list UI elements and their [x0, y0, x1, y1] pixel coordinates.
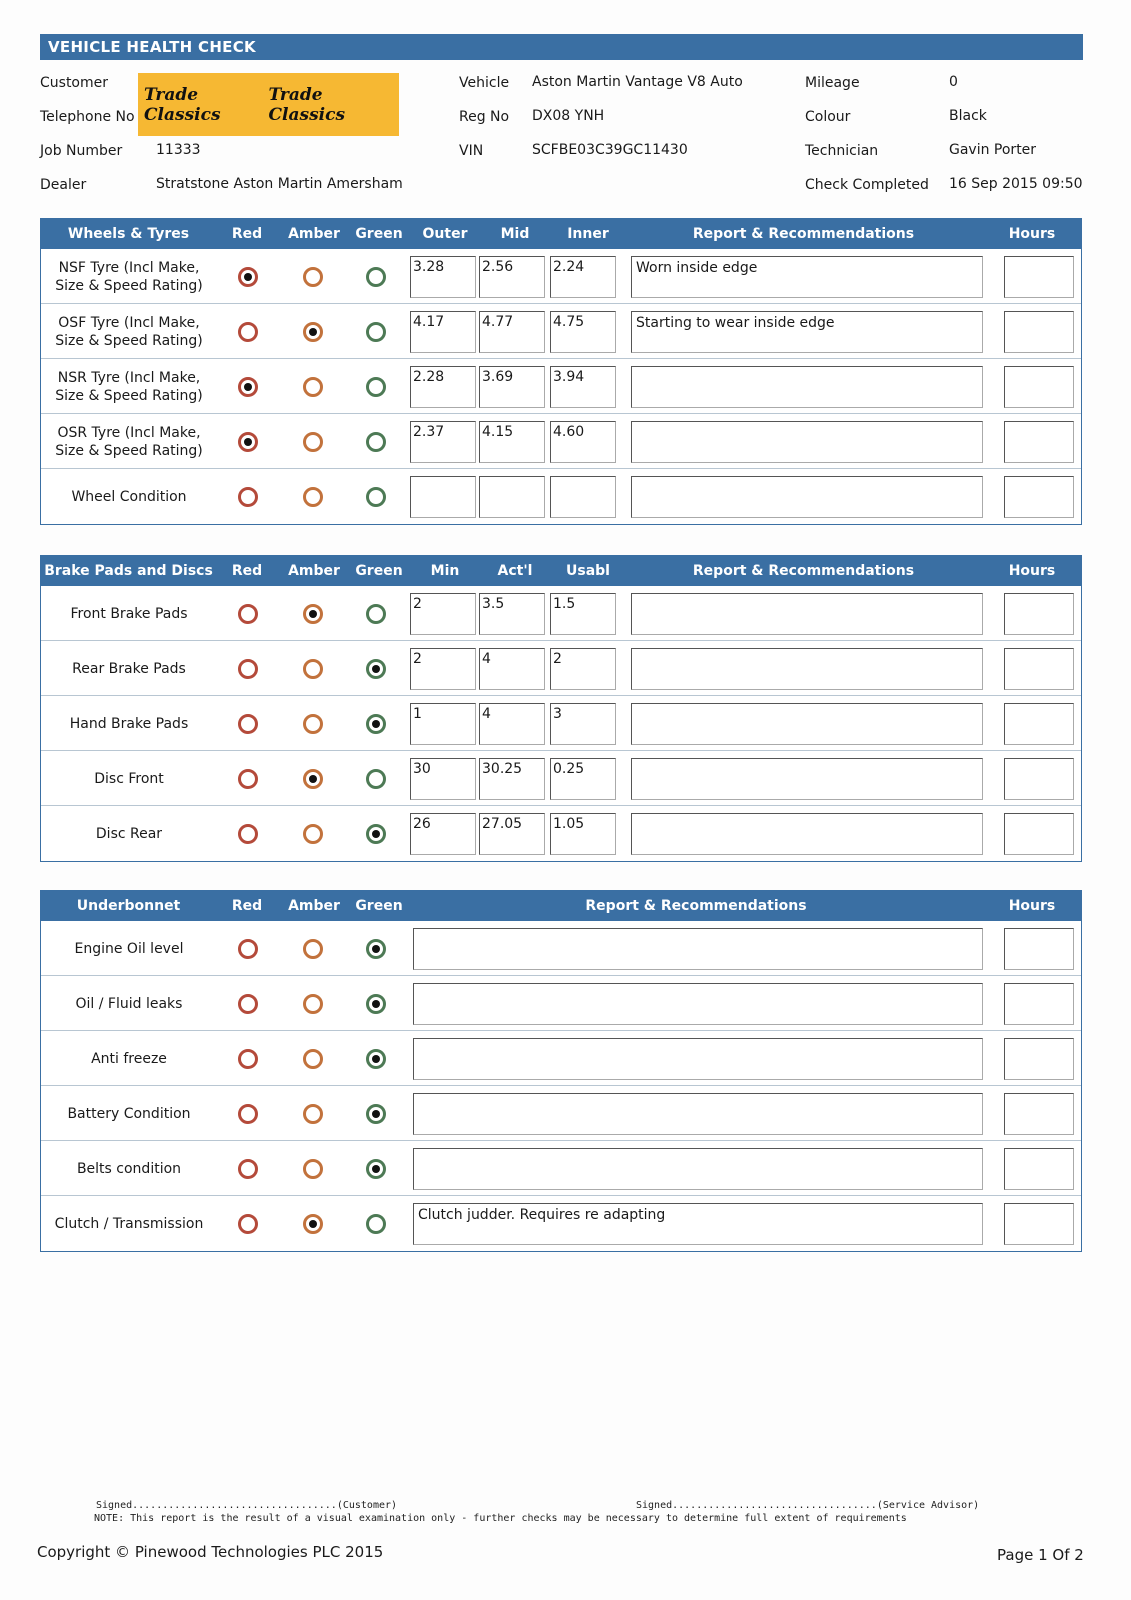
- brakes-row: [41, 586, 1081, 641]
- underbonnet-row-label: Engine Oil level: [74, 940, 184, 957]
- hours-field[interactable]: [1004, 256, 1074, 298]
- brakes-header-8: Hours: [1008, 563, 1056, 579]
- brakes-row-label: Hand Brake Pads: [69, 715, 189, 732]
- green-radio[interactable]: [366, 769, 386, 789]
- report-field[interactable]: [631, 421, 983, 463]
- amber-radio[interactable]: [303, 377, 323, 397]
- brakes-v1-field[interactable]: 2: [410, 648, 476, 690]
- red-radio[interactable]: [238, 939, 258, 959]
- hours-field[interactable]: [1004, 593, 1074, 635]
- wheels-header-1: Red: [231, 226, 263, 242]
- wheels-row: [41, 414, 1081, 469]
- red-radio[interactable]: [238, 1104, 258, 1124]
- brakes-v1-field[interactable]: 26: [410, 813, 476, 855]
- check-completed-label: Check Completed: [805, 177, 929, 193]
- green-radio[interactable]: [366, 487, 386, 507]
- brakes-row: [41, 696, 1081, 751]
- report-field[interactable]: [413, 1148, 983, 1190]
- wheels-v2-field[interactable]: 2.56: [479, 256, 545, 298]
- copyright: Copyright © Pinewood Technologies PLC 2015: [37, 1543, 384, 1561]
- vehicle-value: Aston Martin Vantage V8 Auto: [532, 74, 743, 90]
- amber-radio[interactable]: [303, 267, 323, 287]
- wheels-v2-field[interactable]: [479, 476, 545, 518]
- brakes-header-2: Amber: [288, 563, 340, 579]
- technician-label: Technician: [805, 143, 879, 159]
- wheels-header-6: Inner: [567, 226, 609, 242]
- wheels-row-label: OSR Tyre (Incl Make, Size & Speed Rating): [55, 424, 203, 459]
- customer-label: Customer: [40, 75, 109, 91]
- wheels-v1-field[interactable]: 3.28: [410, 256, 476, 298]
- brakes-header-7: Report & Recommendations: [692, 563, 915, 579]
- job-number-value: 11333: [156, 142, 201, 158]
- report-field[interactable]: [413, 983, 983, 1025]
- hours-field[interactable]: [1004, 813, 1074, 855]
- wheels-header-5: Mid: [500, 226, 530, 242]
- trade-classics-logo: [138, 73, 399, 136]
- report-field[interactable]: [413, 928, 983, 970]
- underbonnet-row: [41, 921, 1081, 976]
- underbonnet-header-5: Hours: [1008, 898, 1056, 914]
- brakes-v3-field[interactable]: 1.5: [550, 593, 616, 635]
- report-field[interactable]: [631, 648, 983, 690]
- wheels-header-3: Green: [355, 226, 403, 242]
- red-radio[interactable]: [238, 377, 258, 397]
- green-radio[interactable]: [366, 432, 386, 452]
- amber-radio[interactable]: [303, 432, 323, 452]
- hours-field[interactable]: [1004, 476, 1074, 518]
- wheels-v1-field[interactable]: 2.28: [410, 366, 476, 408]
- wheels-row: [41, 469, 1081, 524]
- wheels-row: [41, 359, 1081, 414]
- telephone-label: Telephone No: [40, 109, 135, 125]
- green-radio[interactable]: [366, 939, 386, 959]
- red-radio[interactable]: [238, 322, 258, 342]
- hours-field[interactable]: [1004, 928, 1074, 970]
- wheels-row: [41, 249, 1081, 304]
- amber-radio[interactable]: [303, 322, 323, 342]
- wheels-v1-field[interactable]: [410, 476, 476, 518]
- underbonnet-row: [41, 1141, 1081, 1196]
- hours-field[interactable]: [1004, 311, 1074, 353]
- amber-radio[interactable]: [303, 487, 323, 507]
- amber-radio[interactable]: [303, 939, 323, 959]
- amber-radio[interactable]: [303, 1159, 323, 1179]
- wheels-v1-field[interactable]: 2.37: [410, 421, 476, 463]
- red-radio[interactable]: [238, 432, 258, 452]
- amber-radio[interactable]: [303, 1104, 323, 1124]
- green-radio[interactable]: [366, 1214, 386, 1234]
- amber-radio[interactable]: [303, 714, 323, 734]
- report-field[interactable]: [631, 813, 983, 855]
- wheels-row-label: Wheel Condition: [71, 488, 187, 505]
- wheels-header-7: Report & Recommendations: [692, 226, 915, 242]
- page-number: Page 1 Of 2: [997, 1546, 1084, 1564]
- advisor-signature-line: Signed..................................(Service Advisor): [636, 1500, 980, 1511]
- red-radio[interactable]: [238, 267, 258, 287]
- underbonnet-row-label: Anti freeze: [91, 1050, 167, 1067]
- colour-label: Colour: [805, 109, 851, 125]
- brakes-row: [41, 641, 1081, 696]
- hours-field[interactable]: [1004, 1148, 1074, 1190]
- wheels-v3-field[interactable]: 2.24: [550, 256, 616, 298]
- report-field[interactable]: Starting to wear inside edge: [631, 311, 983, 353]
- page-title: VEHICLE HEALTH CHECK: [40, 34, 1083, 60]
- brakes-row-label: Front Brake Pads: [70, 605, 188, 622]
- red-radio[interactable]: [238, 1049, 258, 1069]
- red-radio[interactable]: [238, 714, 258, 734]
- reg-value: DX08 YNH: [532, 108, 605, 124]
- brakes-v1-field[interactable]: 1: [410, 703, 476, 745]
- green-radio[interactable]: [366, 1104, 386, 1124]
- brake-pads-discs-section: [40, 555, 1082, 862]
- wheels-v3-field[interactable]: 3.94: [550, 366, 616, 408]
- brakes-v2-field[interactable]: 4: [479, 703, 545, 745]
- report-field[interactable]: [413, 1038, 983, 1080]
- red-radio[interactable]: [238, 1214, 258, 1234]
- wheels-v2-field[interactable]: 4.77: [479, 311, 545, 353]
- green-radio[interactable]: [366, 994, 386, 1014]
- hours-field[interactable]: [1004, 648, 1074, 690]
- underbonnet-row: [41, 1031, 1081, 1086]
- colour-value: Black: [949, 108, 987, 124]
- footer-note: NOTE: This report is the result of a visual examination only - further checks may be necessary to determine full extent of requirements: [94, 1513, 907, 1524]
- report-field[interactable]: [631, 476, 983, 518]
- green-radio[interactable]: [366, 659, 386, 679]
- report-field[interactable]: [413, 1093, 983, 1135]
- green-radio[interactable]: [366, 1159, 386, 1179]
- underbonnet-header-0: Underbonnet: [76, 898, 181, 914]
- reg-label: Reg No: [459, 109, 510, 125]
- vin-value: SCFBE03C39GC11430: [532, 142, 688, 158]
- amber-radio[interactable]: [303, 1214, 323, 1234]
- green-radio[interactable]: [366, 377, 386, 397]
- amber-radio[interactable]: [303, 824, 323, 844]
- vin-label: VIN: [459, 143, 484, 159]
- wheels-row-label: OSF Tyre (Incl Make, Size & Speed Rating): [55, 314, 203, 349]
- technician-value: Gavin Porter: [949, 142, 1037, 158]
- underbonnet-header-3: Green: [355, 898, 403, 914]
- wheels-header-4: Outer: [422, 226, 468, 242]
- underbonnet-row: [41, 976, 1081, 1031]
- brakes-v2-field[interactable]: 3.5: [479, 593, 545, 635]
- brakes-row-label: Rear Brake Pads: [72, 660, 186, 677]
- underbonnet-header-2: Amber: [288, 898, 340, 914]
- hours-field[interactable]: [1004, 1038, 1074, 1080]
- check-completed-value: 16 Sep 2015 09:50: [949, 176, 1083, 192]
- customer-signature-line: Signed..................................(Customer): [96, 1500, 398, 1511]
- brakes-header-6: Usabl: [566, 563, 610, 579]
- wheels-v3-field[interactable]: 4.60: [550, 421, 616, 463]
- dealer-value: Stratstone Aston Martin Amersham: [156, 176, 403, 192]
- underbonnet-section: [40, 890, 1082, 1252]
- underbonnet-row-label: Belts condition: [76, 1160, 182, 1177]
- brakes-v3-field[interactable]: 2: [550, 648, 616, 690]
- green-radio[interactable]: [366, 824, 386, 844]
- brakes-row-label: Disc Rear: [95, 825, 163, 842]
- red-radio[interactable]: [238, 1159, 258, 1179]
- report-field[interactable]: [631, 703, 983, 745]
- wheels-row: [41, 304, 1081, 359]
- hours-field[interactable]: [1004, 758, 1074, 800]
- hours-field[interactable]: [1004, 1093, 1074, 1135]
- green-radio[interactable]: [366, 1049, 386, 1069]
- amber-radio[interactable]: [303, 994, 323, 1014]
- brakes-v2-field[interactable]: 30.25: [479, 758, 545, 800]
- hours-field[interactable]: [1004, 703, 1074, 745]
- report-field[interactable]: [631, 758, 983, 800]
- underbonnet-row-label: Oil / Fluid leaks: [75, 995, 183, 1012]
- brakes-v1-field[interactable]: 30: [410, 758, 476, 800]
- report-field[interactable]: [631, 366, 983, 408]
- underbonnet-row-label: Clutch / Transmission: [54, 1215, 204, 1232]
- wheels-header-8: Hours: [1008, 226, 1056, 242]
- hours-field[interactable]: [1004, 983, 1074, 1025]
- underbonnet-row-label: Battery Condition: [67, 1105, 191, 1122]
- brakes-row: [41, 806, 1081, 861]
- green-radio[interactable]: [366, 322, 386, 342]
- wheels-tyres-section: [40, 218, 1082, 525]
- amber-radio[interactable]: [303, 769, 323, 789]
- logo-text-1: Trade Classics: [144, 84, 221, 125]
- wheels-v1-field[interactable]: 4.17: [410, 311, 476, 353]
- brakes-v3-field[interactable]: 1.05: [550, 813, 616, 855]
- mileage-value: 0: [949, 74, 958, 90]
- amber-radio[interactable]: [303, 1049, 323, 1069]
- wheels-row-label: NSR Tyre (Incl Make, Size & Speed Rating): [55, 369, 203, 404]
- report-field[interactable]: [631, 593, 983, 635]
- job-number-label: Job Number: [40, 143, 123, 159]
- red-radio[interactable]: [238, 659, 258, 679]
- brakes-row-label: Disc Front: [94, 770, 164, 787]
- red-radio[interactable]: [238, 604, 258, 624]
- brakes-header-4: Min: [430, 563, 460, 579]
- brakes-v3-field[interactable]: 0.25: [550, 758, 616, 800]
- vehicle-label: Vehicle: [459, 75, 510, 91]
- underbonnet-header: [41, 891, 1081, 921]
- underbonnet-row: [41, 1196, 1081, 1251]
- wheels-header: [41, 219, 1081, 249]
- red-radio[interactable]: [238, 994, 258, 1014]
- brakes-row: [41, 751, 1081, 806]
- mileage-label: Mileage: [805, 75, 860, 91]
- amber-radio[interactable]: [303, 604, 323, 624]
- hours-field[interactable]: [1004, 421, 1074, 463]
- hours-field[interactable]: [1004, 1203, 1074, 1245]
- wheels-v2-field[interactable]: 4.15: [479, 421, 545, 463]
- red-radio[interactable]: [238, 487, 258, 507]
- red-radio[interactable]: [238, 824, 258, 844]
- brakes-header-5: Act'l: [497, 563, 533, 579]
- red-radio[interactable]: [238, 769, 258, 789]
- underbonnet-header-4: Report & Recommendations: [585, 898, 807, 914]
- dealer-label: Dealer: [40, 177, 87, 193]
- amber-radio[interactable]: [303, 659, 323, 679]
- brakes-v2-field[interactable]: 27.05: [479, 813, 545, 855]
- brakes-header: [41, 556, 1081, 586]
- hours-field[interactable]: [1004, 366, 1074, 408]
- wheels-v3-field[interactable]: [550, 476, 616, 518]
- report-field[interactable]: Clutch judder. Requires re adapting: [413, 1203, 983, 1245]
- logo-text-2: Trade Classics: [268, 84, 346, 125]
- green-radio[interactable]: [366, 267, 386, 287]
- underbonnet-row: [41, 1086, 1081, 1141]
- wheels-header-0: Wheels & Tyres: [67, 226, 190, 242]
- wheels-v3-field[interactable]: 4.75: [550, 311, 616, 353]
- brakes-header-1: Red: [231, 563, 263, 579]
- brakes-v2-field[interactable]: 4: [479, 648, 545, 690]
- green-radio[interactable]: [366, 604, 386, 624]
- brakes-v1-field[interactable]: 2: [410, 593, 476, 635]
- green-radio[interactable]: [366, 714, 386, 734]
- wheels-header-2: Amber: [288, 226, 340, 242]
- brakes-header-0: Brake Pads and Discs: [44, 563, 213, 579]
- wheels-v2-field[interactable]: 3.69: [479, 366, 545, 408]
- brakes-v3-field[interactable]: 3: [550, 703, 616, 745]
- underbonnet-header-1: Red: [231, 898, 263, 914]
- brakes-header-3: Green: [355, 563, 403, 579]
- wheels-row-label: NSF Tyre (Incl Make, Size & Speed Rating): [55, 259, 203, 294]
- report-field[interactable]: Worn inside edge: [631, 256, 983, 298]
